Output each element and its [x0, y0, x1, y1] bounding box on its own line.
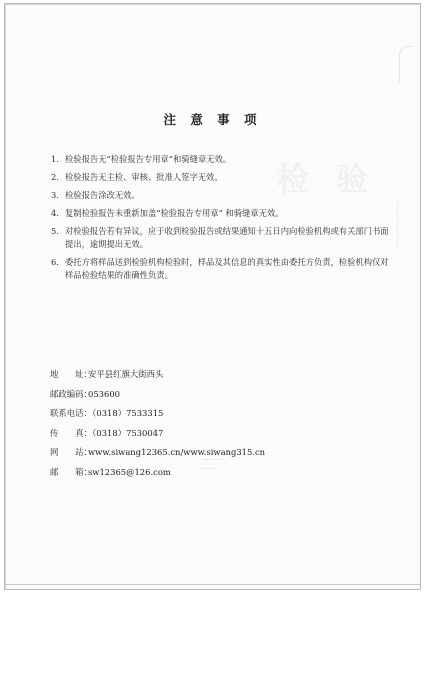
notice-item-2 [51, 171, 393, 184]
right-edge-faint-line [397, 202, 406, 247]
notice-number-6: 6. [51, 257, 59, 267]
notice-item-1 [51, 153, 393, 166]
notice-item-3 [51, 189, 393, 202]
notice-text-4: 复制检验报告未重新加盖“检验报告专用章” 和骑缝章无效。 [65, 208, 284, 218]
faint-background-watermark: 检 验 [277, 160, 377, 198]
address-value: 安平县红旗大街西头 [88, 369, 164, 379]
phone-label: 联系电话： [50, 408, 92, 418]
notice-number-4: 4. [51, 208, 59, 218]
fax-value: （0318）7530047 [88, 427, 164, 438]
notice-number-3: 3. [51, 190, 59, 200]
address-label: 地 址： [50, 369, 92, 379]
notice-text-3: 检验报告涂改无效。 [65, 190, 140, 200]
fax-label: 传 真： [50, 427, 92, 438]
notice-number-1: 1. [51, 154, 59, 164]
phone-value: （0318）7533315 [88, 408, 164, 418]
postcode-label: 邮政编码： [50, 388, 92, 399]
notice-item-4 [51, 207, 393, 220]
faint-scan-mark [199, 459, 222, 469]
website-value: www.siwang12365.cn/www.siwang315.cn [88, 447, 266, 457]
postcode-value: 053600 [88, 388, 120, 399]
notice-number-5: 5. [51, 226, 59, 236]
notice-text-6: 委托方将样品送到检验机构检验时，样品及其信息的真实性由委托方负责，检验机构仅对样品检验结果的准确性负责。 [65, 257, 389, 280]
notice-text-5: 对检验报告若有异议，应于收到检验报告或结果通知十五日内向检验机构或有关部门书面提出，逾期提出无效。 [65, 226, 389, 249]
email-label: 邮 箱： [50, 466, 92, 477]
postcode-row [50, 385, 370, 405]
right-edge-bleed-mark [399, 46, 413, 82]
notice-text-1: 检验报告无“检验报告专用章”和骑缝章无效。 [65, 154, 232, 164]
address-row [50, 365, 370, 385]
email-value: sw12365@126.com [88, 466, 171, 477]
notice-number-2: 2. [51, 172, 59, 182]
notice-list [51, 153, 393, 287]
scanned-document-page [4, 3, 421, 590]
notice-text-2: 检验报告无主检、审核、批准人签字无效。 [65, 172, 223, 182]
fax-row [50, 424, 370, 444]
notice-item-6 [51, 256, 393, 282]
document-title: 注 意 事 项 [163, 112, 262, 127]
notice-item-5 [51, 225, 393, 251]
website-label: 网 站： [50, 447, 92, 457]
phone-row [50, 404, 370, 424]
